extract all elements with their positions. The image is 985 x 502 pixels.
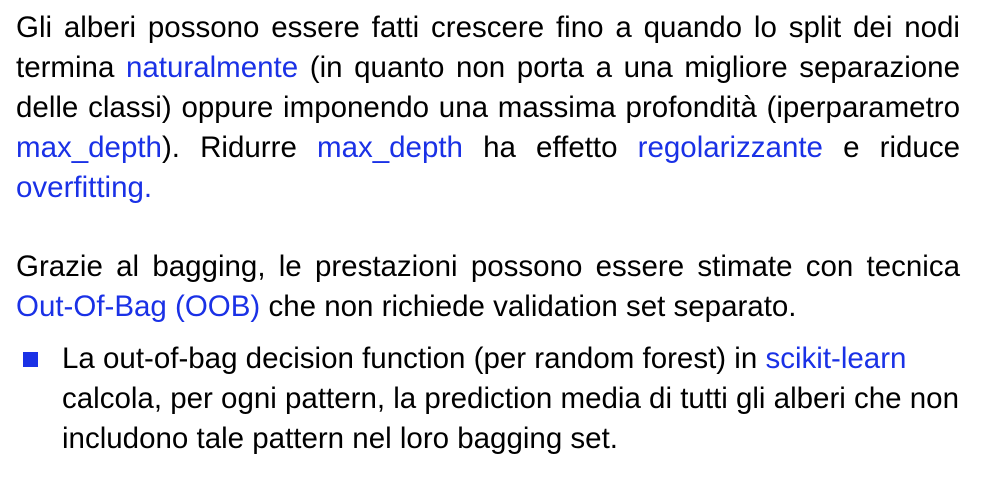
highlight-max-depth: max_depth xyxy=(16,131,162,164)
slide-content xyxy=(16,8,960,459)
text-segment: ha effetto xyxy=(462,131,638,164)
paragraph-oob xyxy=(16,247,960,327)
highlight-scikit-learn: scikit-learn xyxy=(765,342,907,375)
highlight-oob: Out-Of-Bag (OOB) xyxy=(16,290,261,323)
text-segment: La out-of-bag decision function (per random forest) in xyxy=(62,342,766,375)
highlight-overfitting: overfitting. xyxy=(16,171,153,204)
text-segment: e riduce xyxy=(822,131,960,164)
bullet-item xyxy=(16,339,960,459)
bullet-text xyxy=(62,339,960,459)
highlight-naturalmente: naturalmente xyxy=(125,51,299,84)
text-segment: Gli alberi possono essere fatti crescere fino a quando lo split dei nodi termina xyxy=(16,11,960,84)
text-segment: che non richiede validation set separato. xyxy=(260,290,797,323)
text-segment: ). Ridurre xyxy=(161,131,317,164)
paragraph-trees-depth xyxy=(16,8,960,208)
highlight-max-depth-2: max_depth xyxy=(317,131,463,164)
text-segment: calcola, per ogni pattern, la prediction media di tutti gli alberi che non includono tale pattern nel loro bagging set. xyxy=(62,382,959,455)
text-segment: Grazie al bagging, le prestazioni possono essere stimate con tecnica xyxy=(16,250,960,283)
text-segment: (in quanto non porta a una migliore separazione delle classi) oppure imponendo una massima profondità (iperparametro xyxy=(16,51,960,124)
highlight-regolarizzante: regolarizzante xyxy=(637,131,823,164)
square-bullet-icon xyxy=(23,352,38,367)
